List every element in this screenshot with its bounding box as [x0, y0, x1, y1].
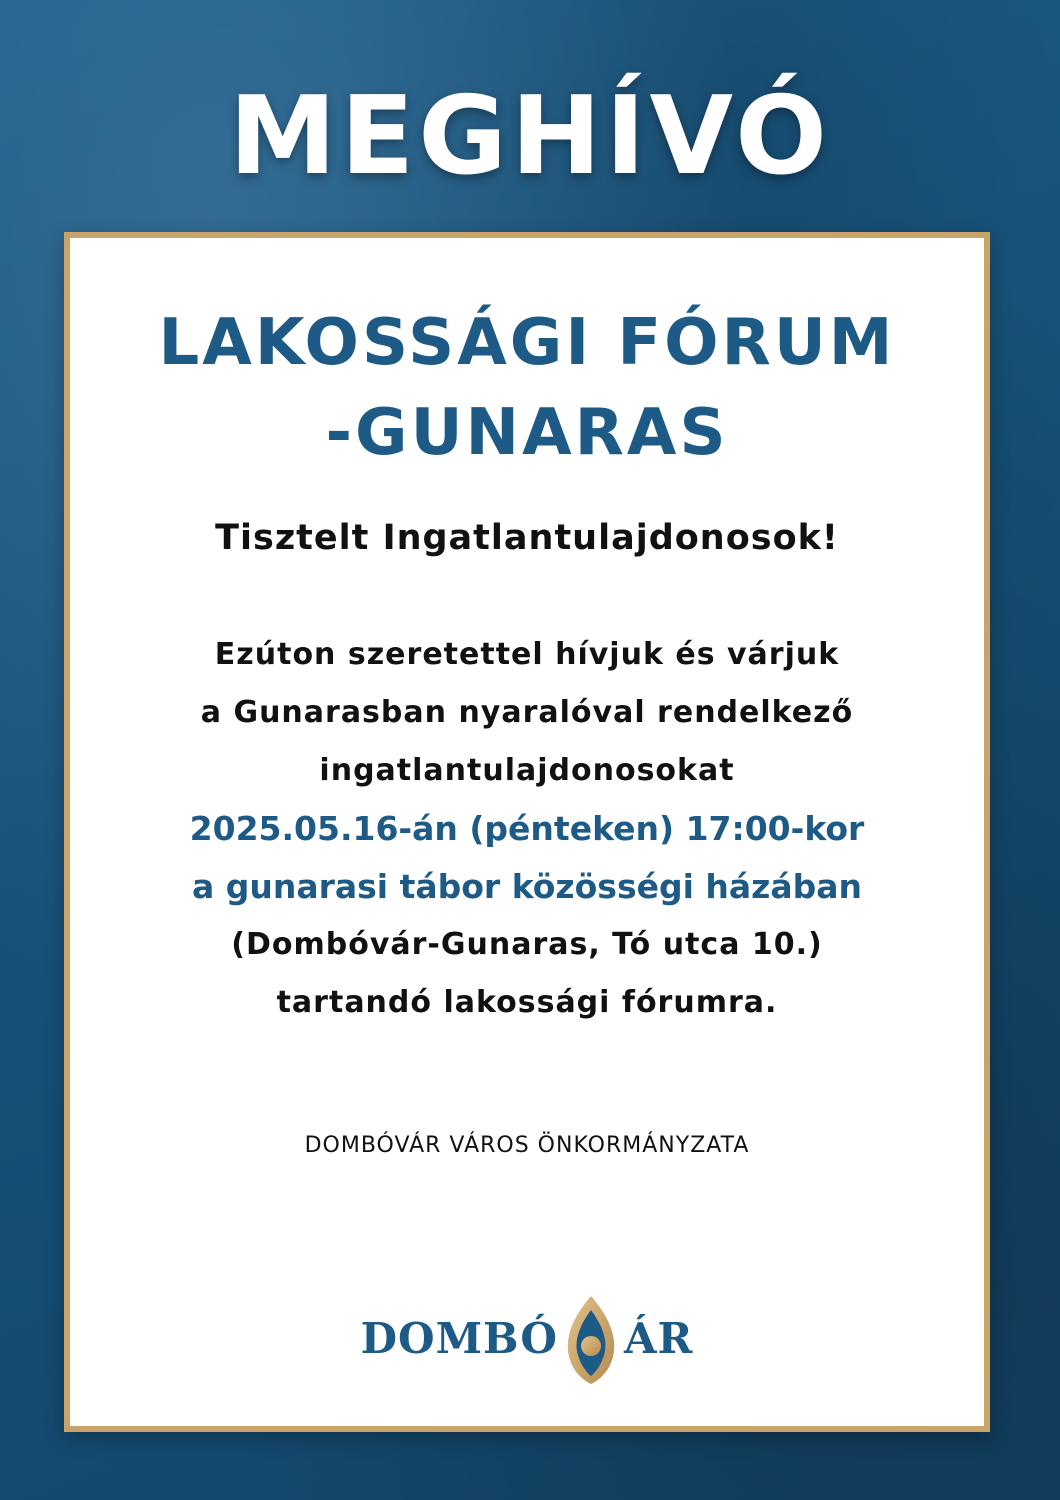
invitation-card — [64, 232, 990, 1432]
forum-title-line-2: -GUNARAS — [325, 396, 729, 470]
invitation-body — [70, 626, 984, 1032]
logo-text-right: ÁR — [623, 1313, 694, 1363]
greeting: Tisztelt Ingatlantulajdonosok! — [215, 518, 839, 558]
body-line-3: ingatlantulajdonosokat — [319, 753, 735, 788]
signature: DOMBÓVÁR VÁROS ÖNKORMÁNYZATA — [304, 1133, 750, 1158]
event-date-time: 2025.05.16-án (pénteken) 17:00-kor — [189, 809, 865, 848]
page-title: MEGHÍVÓ — [229, 74, 831, 199]
dombovar-logo — [70, 1288, 984, 1388]
forum-title — [70, 298, 984, 478]
body-line-1: Ezúton szeretettel hívjuk és várjuk — [214, 637, 840, 672]
body-line-7: tartandó lakossági fórumra. — [276, 985, 778, 1020]
forum-title-line-1: LAKOSSÁGI FÓRUM — [158, 306, 896, 380]
droplet-emblem-icon — [562, 1290, 620, 1386]
event-address: (Dombóvár-Gunaras, Tó utca 10.) — [231, 927, 823, 962]
event-venue: a gunarasi tábor közösségi házában — [191, 867, 863, 906]
body-line-2: a Gunarasban nyaralóval rendelkező — [200, 695, 854, 730]
logo-text-left: DOMBÓ — [360, 1313, 558, 1363]
